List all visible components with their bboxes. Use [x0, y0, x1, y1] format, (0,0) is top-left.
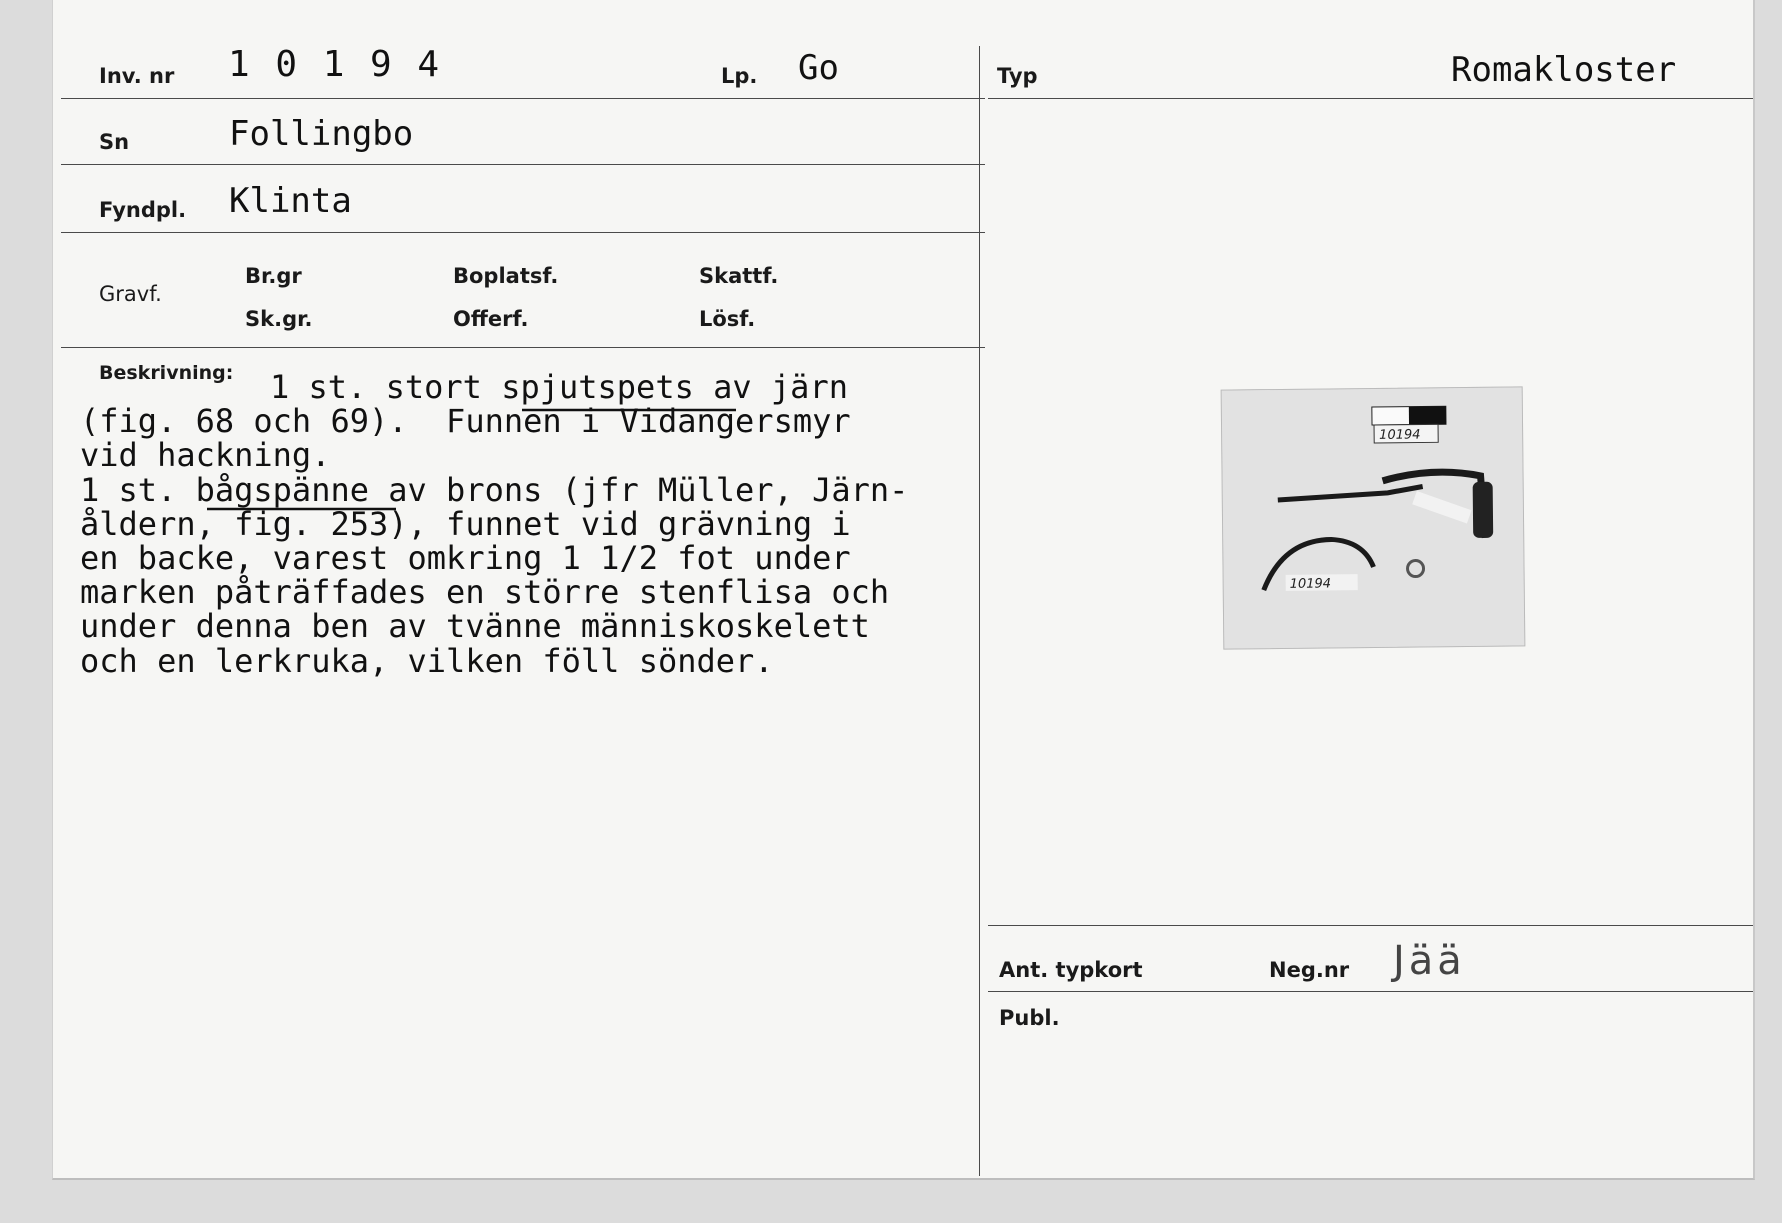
- description-line: 1 st. stort spjutspets av järn: [270, 368, 848, 406]
- brooch-spring: [1473, 482, 1494, 538]
- description-line: under denna ben av tvänne människoskelett: [80, 607, 870, 646]
- boplatsf-label: Boplatsf.: [453, 264, 559, 288]
- sn-value: Follingbo: [229, 114, 414, 154]
- lp-label: Lp.: [721, 64, 758, 88]
- offerf-label: Offerf.: [453, 307, 529, 331]
- neg-nr-label: Neg.nr: [1269, 958, 1350, 982]
- skattf-label: Skattf.: [699, 264, 779, 288]
- gravf-label: Gravf.: [99, 282, 162, 306]
- scale-bar-dark: [1409, 406, 1446, 424]
- beskrivning-label: Beskrivning:: [99, 362, 234, 384]
- brgr-label: Br.gr: [245, 264, 302, 288]
- artifact-photo: [1221, 386, 1526, 649]
- label-tag-top-text: 10194: [1379, 427, 1421, 443]
- label-tag-bottom-text: 10194: [1289, 576, 1332, 592]
- typ-value: Romakloster: [1451, 50, 1677, 90]
- skgr-label: Sk.gr.: [245, 307, 313, 331]
- description-line: 1 st. bågspänne av brons (jfr Müller, Järn-: [80, 470, 909, 509]
- fyndpl-label: Fyndpl.: [99, 198, 187, 222]
- description-line: och en lerkruka, vilken föll sönder.: [80, 641, 774, 680]
- description-line: åldern, fig. 253), funnet vid grävning i: [80, 504, 851, 543]
- neg-nr-stamp: Jää: [1393, 938, 1466, 984]
- description-line: vid hackning.: [80, 436, 331, 475]
- artifact-photo-drawing: [1222, 387, 1525, 648]
- sn-label: Sn: [99, 130, 130, 154]
- description-line: (fig. 68 och 69). Funnen i Vidangersmyr: [80, 402, 851, 441]
- inv-nr-label: Inv. nr: [99, 64, 175, 88]
- ant-typkort-label: Ant. typkort: [999, 958, 1143, 982]
- fyndpl-value: Klinta: [229, 181, 352, 221]
- lp-value: Go: [798, 48, 839, 88]
- typ-label: Typ: [997, 64, 1038, 88]
- losf-label: Lösf.: [699, 307, 756, 331]
- description-line: en backe, varest omkring 1 1/2 fot under: [80, 539, 851, 578]
- inv-nr-value: 1 0 1 9 4: [228, 44, 442, 85]
- publ-label: Publ.: [999, 1006, 1060, 1030]
- description-line: marken påträffades en större stenflisa och: [80, 573, 890, 612]
